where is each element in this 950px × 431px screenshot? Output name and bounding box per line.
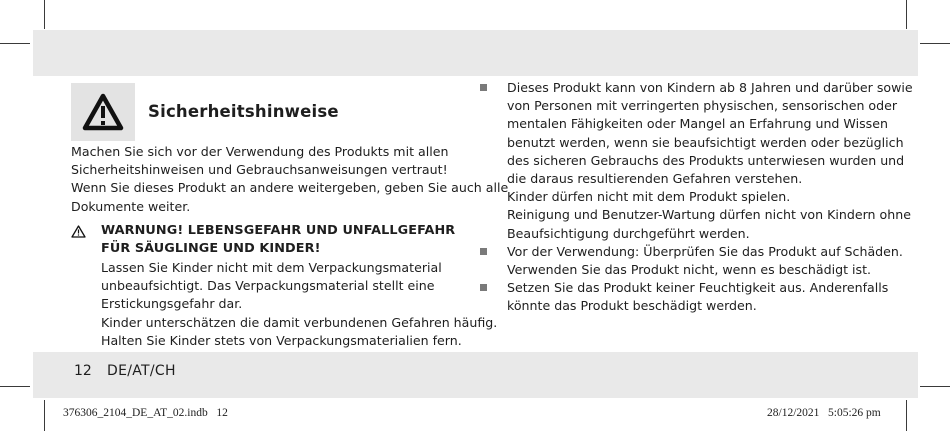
text-line: benutzt werden, wenn sie beaufsichtigt werden oder bezüglich — [507, 134, 904, 150]
intro-text — [71, 143, 508, 216]
text-line: Halten Sie Kinder stets von Verpackungsmaterialien fern. — [101, 332, 462, 348]
list-item — [480, 79, 913, 243]
text-line: Kinder dürfen nicht mit dem Produkt spielen. — [507, 189, 791, 205]
crop-mark — [0, 386, 30, 387]
text-line: Lassen Sie Kinder nicht mit dem Verpackungsmaterial — [101, 260, 442, 275]
text-line: Reinigung und Benutzer-Wartung dürfen nicht von Kindern ohne — [507, 207, 911, 223]
text-line: Vor der Verwendung: Überprüfen Sie das Produkt auf Schäden. — [507, 243, 903, 259]
text-line: Kinder unterschätzen die damit verbundenen Gefahren häufig. — [101, 314, 498, 330]
text-line: könnte das Produkt beschädigt werden. — [507, 298, 757, 314]
text-line: Wenn Sie dieses Produkt an andere weitergeben, geben Sie auch alle — [71, 180, 509, 196]
crop-mark — [44, 400, 45, 431]
crop-mark — [920, 43, 950, 44]
list-item — [480, 279, 913, 315]
section-heading: Sicherheitshinweise — [148, 102, 339, 121]
text-line: Erstickungsgefahr dar. — [101, 296, 243, 312]
page-region-label: DE/AT/CH — [107, 363, 176, 379]
text-line: Machen Sie sich vor der Verwendung des Produkts mit allen — [71, 144, 449, 159]
text-line: FÜR SÄUGLINGE UND KINDER! — [101, 241, 321, 257]
text-line: die daraus resultierenden Gefahren verstehen. — [507, 171, 803, 187]
text-line: des sicheren Gebrauchs des Produkts unterwiesen wurden und — [507, 152, 905, 168]
print-slug-file: 376306_2104_DE_AT_02.indb 12 — [63, 407, 228, 419]
warning-triangle-outline-icon — [71, 223, 86, 242]
text-line: unbeaufsichtigt. Das Verpackungsmaterial stellt eine — [101, 278, 435, 294]
warning-body — [101, 259, 497, 350]
text-line: Dieses Produkt kann von Kindern ab 8 Jahren und darüber sowie — [507, 80, 913, 95]
text-line: Beaufsichtigung durchgeführt werden. — [507, 225, 750, 241]
text-line: Sicherheitshinweisen und Gebrauchsanweisungen vertraut! — [71, 162, 448, 178]
square-bullet-icon — [480, 284, 487, 291]
text-line: mentalen Fähigkeiten oder Mangel an Erfahrung und Wissen — [507, 116, 888, 132]
crop-mark — [44, 0, 45, 29]
print-slug-timestamp: 28/12/2021 5:05:26 pm — [767, 407, 881, 419]
crop-mark — [920, 386, 950, 387]
warning-title — [101, 222, 455, 259]
text-line: von Personen mit verringerten physischen, sensorischen oder — [507, 98, 898, 114]
square-bullet-icon — [480, 84, 487, 91]
text-line: Verwenden Sie das Produkt nicht, wenn es beschädigt ist. — [507, 262, 872, 278]
warning-triangle-icon — [71, 83, 135, 141]
text-line: Dokumente weiter. — [71, 198, 191, 214]
crop-mark — [0, 43, 30, 44]
bullet-list — [480, 79, 913, 316]
square-bullet-icon — [480, 248, 487, 255]
page-number: 12 — [74, 363, 92, 379]
crop-mark — [906, 400, 907, 431]
text-line: WARNUNG! LEBENSGEFAHR UND UNFALLGEFAHR — [101, 223, 456, 238]
crop-mark — [906, 0, 907, 29]
list-item — [480, 243, 913, 279]
header-band — [33, 30, 918, 76]
text-line: Setzen Sie das Produkt keiner Feuchtigkeit aus. Anderenfalls — [507, 280, 889, 296]
